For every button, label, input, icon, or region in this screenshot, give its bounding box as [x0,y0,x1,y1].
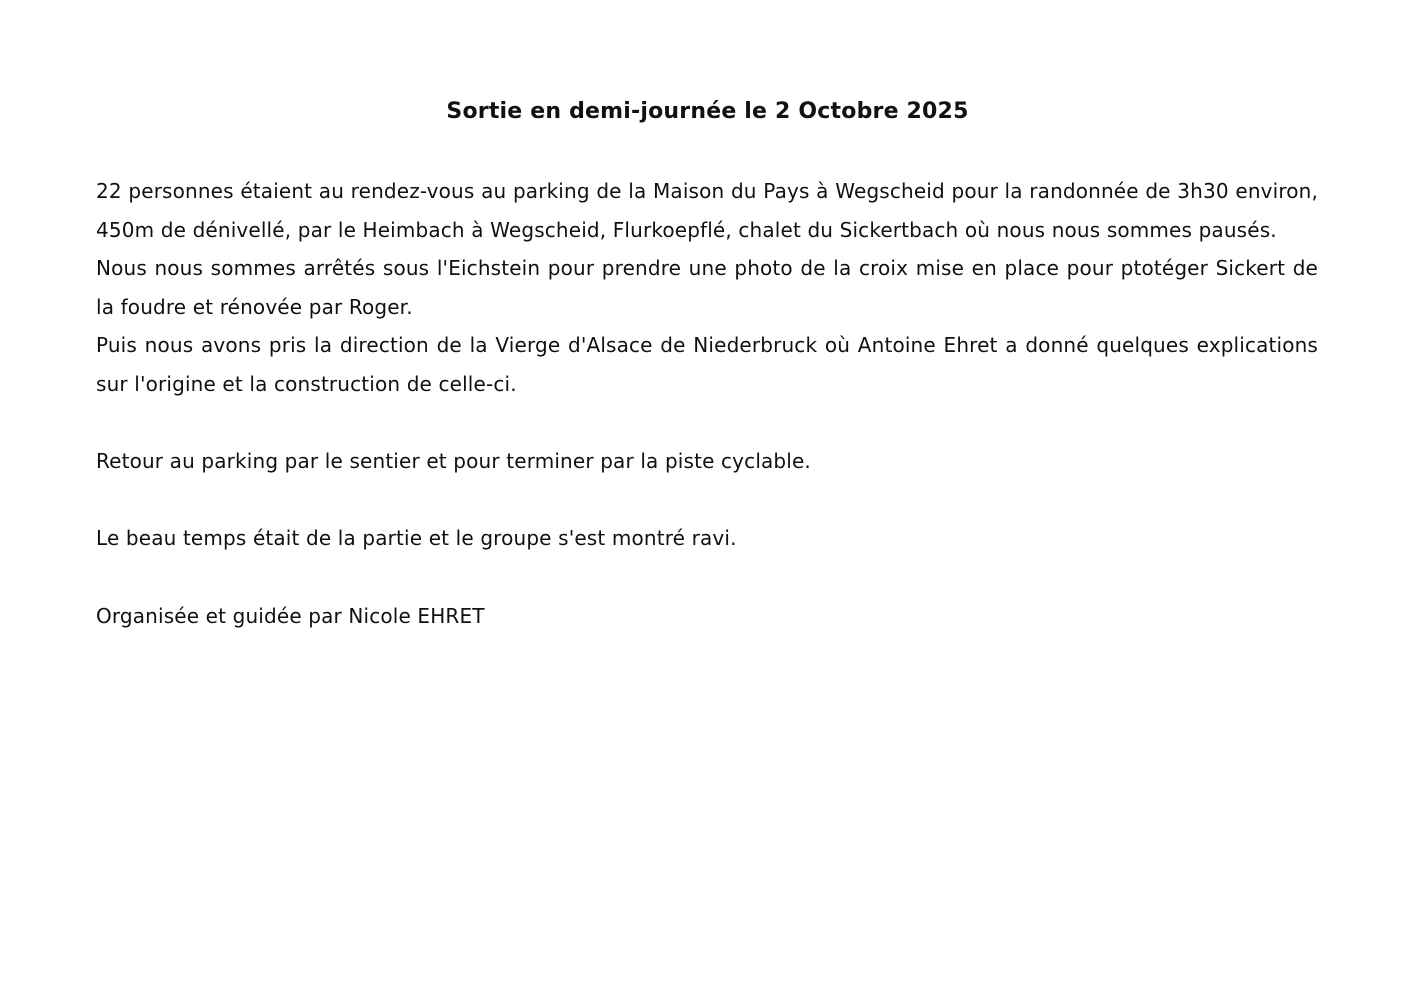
paragraph-spacer [96,558,1318,597]
paragraph-hike-intro: 22 personnes étaient au rendez-vous au parking de la Maison du Pays à Wegscheid pour la randonnée de 3h30 environ, 450m de dénivellé, par le Heimbach à Wegscheid, Flurkoepflé, chalet du Sickertbach où nous nous sommes pausés. [96,179,1318,242]
paragraph-spacer [96,481,1318,520]
paragraph-eichstein-stop: Nous nous sommes arrêtés sous l'Eichstein pour prendre une photo de la croix mise en place pour ptotéger Sickert de la foudre et rénovée par Roger. [96,256,1318,319]
paragraph-vierge-alsace: Puis nous avons pris la direction de la Vierge d'Alsace de Niederbruck où Antoine Ehret a donné quelques explications sur l'origine et la construction de celle-ci. [96,333,1318,396]
document-body [96,172,1318,635]
paragraph-spacer [96,404,1318,443]
paragraph-weather: Le beau temps était de la partie et le groupe s'est montré ravi. [96,526,737,551]
paragraph-return: Retour au parking par le sentier et pour terminer par la piste cyclable. [96,449,811,474]
document-title: Sortie en demi-journée le 2 Octobre 2025 [446,99,969,124]
paragraph-organizer: Organisée et guidée par Nicole EHRET [96,603,485,628]
